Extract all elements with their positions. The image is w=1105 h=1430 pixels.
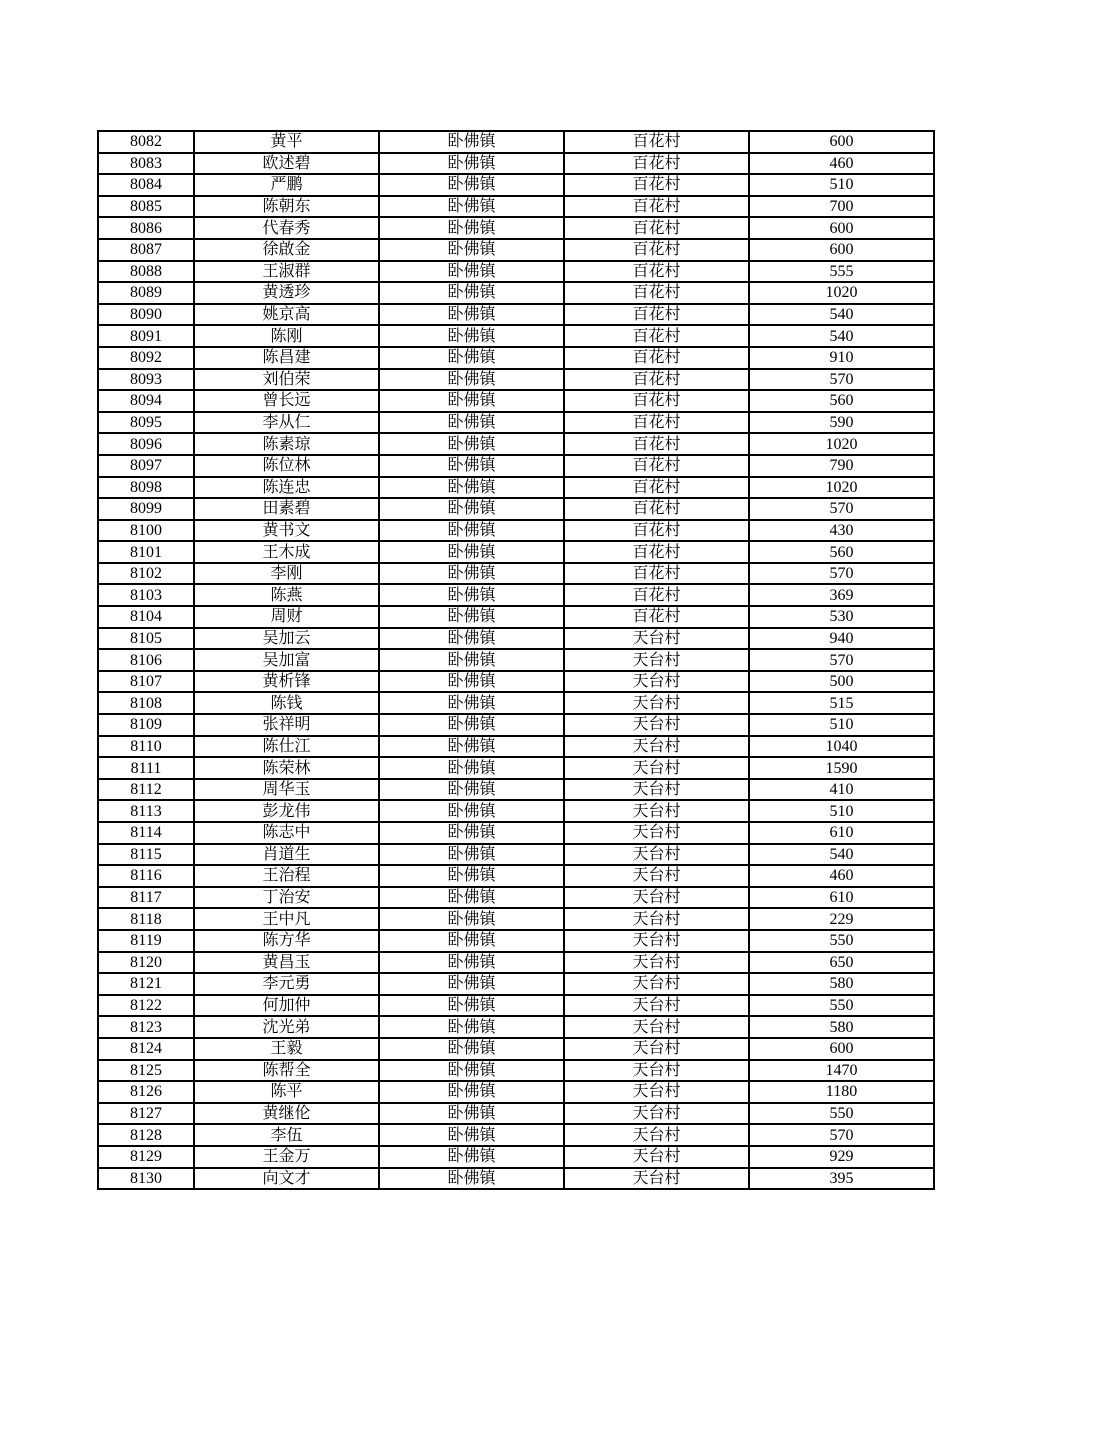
table-row — [98, 174, 934, 196]
serial-number-cell: 8083 — [98, 153, 194, 175]
table-row — [98, 995, 934, 1017]
name-cell: 黄昌玉 — [194, 952, 379, 974]
name-cell: 张祥明 — [194, 714, 379, 736]
village-cell: 天台村 — [564, 995, 749, 1017]
name-cell: 王治程 — [194, 865, 379, 887]
village-cell: 天台村 — [564, 1103, 749, 1125]
serial-number-cell: 8129 — [98, 1146, 194, 1168]
amount-cell: 560 — [749, 541, 934, 563]
town-cell: 卧佛镇 — [379, 995, 564, 1017]
amount-cell: 460 — [749, 153, 934, 175]
table-row — [98, 606, 934, 628]
name-cell: 姚京高 — [194, 304, 379, 326]
name-cell: 陈朝东 — [194, 196, 379, 218]
village-cell: 天台村 — [564, 973, 749, 995]
village-cell: 百花村 — [564, 541, 749, 563]
table-row — [98, 952, 934, 974]
serial-number-cell: 8112 — [98, 779, 194, 801]
amount-cell: 1040 — [749, 736, 934, 758]
town-cell: 卧佛镇 — [379, 498, 564, 520]
village-cell: 百花村 — [564, 261, 749, 283]
village-cell: 百花村 — [564, 304, 749, 326]
town-cell: 卧佛镇 — [379, 887, 564, 909]
name-cell: 陈志中 — [194, 822, 379, 844]
data-table — [97, 130, 935, 1190]
amount-cell: 570 — [749, 369, 934, 391]
table-row — [98, 865, 934, 887]
serial-number-cell: 8127 — [98, 1103, 194, 1125]
table-row — [98, 800, 934, 822]
name-cell: 黄透珍 — [194, 282, 379, 304]
amount-cell: 600 — [749, 1038, 934, 1060]
amount-cell: 929 — [749, 1146, 934, 1168]
amount-cell: 540 — [749, 304, 934, 326]
serial-number-cell: 8105 — [98, 628, 194, 650]
serial-number-cell: 8114 — [98, 822, 194, 844]
town-cell: 卧佛镇 — [379, 412, 564, 434]
name-cell: 王金万 — [194, 1146, 379, 1168]
village-cell: 天台村 — [564, 887, 749, 909]
table-row — [98, 779, 934, 801]
name-cell: 陈平 — [194, 1081, 379, 1103]
name-cell: 吴加富 — [194, 649, 379, 671]
table-row — [98, 844, 934, 866]
serial-number-cell: 8097 — [98, 455, 194, 477]
village-cell: 天台村 — [564, 1124, 749, 1146]
village-cell: 百花村 — [564, 584, 749, 606]
serial-number-cell: 8117 — [98, 887, 194, 909]
town-cell: 卧佛镇 — [379, 1168, 564, 1190]
table-row — [98, 239, 934, 261]
table-row — [98, 1038, 934, 1060]
name-cell: 黄析锋 — [194, 671, 379, 693]
amount-cell: 460 — [749, 865, 934, 887]
town-cell: 卧佛镇 — [379, 844, 564, 866]
village-cell: 百花村 — [564, 347, 749, 369]
amount-cell: 570 — [749, 649, 934, 671]
table-row — [98, 390, 934, 412]
amount-cell: 570 — [749, 1124, 934, 1146]
name-cell: 陈方华 — [194, 930, 379, 952]
village-cell: 百花村 — [564, 520, 749, 542]
amount-cell: 600 — [749, 217, 934, 239]
amount-cell: 540 — [749, 325, 934, 347]
village-cell: 百花村 — [564, 369, 749, 391]
village-cell: 百花村 — [564, 153, 749, 175]
village-cell: 天台村 — [564, 714, 749, 736]
village-cell: 天台村 — [564, 628, 749, 650]
town-cell: 卧佛镇 — [379, 628, 564, 650]
table-row — [98, 196, 934, 218]
village-cell: 百花村 — [564, 325, 749, 347]
amount-cell: 1020 — [749, 282, 934, 304]
name-cell: 曾长远 — [194, 390, 379, 412]
town-cell: 卧佛镇 — [379, 908, 564, 930]
serial-number-cell: 8098 — [98, 477, 194, 499]
town-cell: 卧佛镇 — [379, 433, 564, 455]
serial-number-cell: 8126 — [98, 1081, 194, 1103]
serial-number-cell: 8125 — [98, 1060, 194, 1082]
serial-number-cell: 8116 — [98, 865, 194, 887]
table-row — [98, 692, 934, 714]
village-cell: 百花村 — [564, 174, 749, 196]
name-cell: 李刚 — [194, 563, 379, 585]
serial-number-cell: 8121 — [98, 973, 194, 995]
amount-cell: 410 — [749, 779, 934, 801]
village-cell: 天台村 — [564, 1168, 749, 1190]
amount-cell: 500 — [749, 671, 934, 693]
name-cell: 欧述碧 — [194, 153, 379, 175]
village-cell: 百花村 — [564, 498, 749, 520]
town-cell: 卧佛镇 — [379, 649, 564, 671]
town-cell: 卧佛镇 — [379, 390, 564, 412]
table-row — [98, 1168, 934, 1190]
town-cell: 卧佛镇 — [379, 952, 564, 974]
table-row — [98, 433, 934, 455]
village-cell: 天台村 — [564, 779, 749, 801]
amount-cell: 940 — [749, 628, 934, 650]
serial-number-cell: 8082 — [98, 131, 194, 153]
serial-number-cell: 8123 — [98, 1016, 194, 1038]
table-row — [98, 628, 934, 650]
amount-cell: 1020 — [749, 477, 934, 499]
name-cell: 周华玉 — [194, 779, 379, 801]
town-cell: 卧佛镇 — [379, 477, 564, 499]
table-row — [98, 973, 934, 995]
amount-cell: 510 — [749, 174, 934, 196]
name-cell: 陈素琼 — [194, 433, 379, 455]
serial-number-cell: 8103 — [98, 584, 194, 606]
village-cell: 百花村 — [564, 477, 749, 499]
town-cell: 卧佛镇 — [379, 563, 564, 585]
name-cell: 黄继伦 — [194, 1103, 379, 1125]
town-cell: 卧佛镇 — [379, 865, 564, 887]
serial-number-cell: 8093 — [98, 369, 194, 391]
table-row — [98, 908, 934, 930]
table-row — [98, 930, 934, 952]
town-cell: 卧佛镇 — [379, 261, 564, 283]
town-cell: 卧佛镇 — [379, 973, 564, 995]
serial-number-cell: 8113 — [98, 800, 194, 822]
amount-cell: 580 — [749, 1016, 934, 1038]
serial-number-cell: 8092 — [98, 347, 194, 369]
amount-cell: 540 — [749, 844, 934, 866]
town-cell: 卧佛镇 — [379, 1103, 564, 1125]
village-cell: 天台村 — [564, 844, 749, 866]
town-cell: 卧佛镇 — [379, 304, 564, 326]
table-row — [98, 217, 934, 239]
table-row — [98, 455, 934, 477]
town-cell: 卧佛镇 — [379, 779, 564, 801]
town-cell: 卧佛镇 — [379, 217, 564, 239]
amount-cell: 1590 — [749, 757, 934, 779]
serial-number-cell: 8106 — [98, 649, 194, 671]
amount-cell: 395 — [749, 1168, 934, 1190]
amount-cell: 550 — [749, 1103, 934, 1125]
town-cell: 卧佛镇 — [379, 1016, 564, 1038]
amount-cell: 600 — [749, 239, 934, 261]
table-body — [98, 131, 934, 1189]
table-row — [98, 1124, 934, 1146]
town-cell: 卧佛镇 — [379, 455, 564, 477]
village-cell: 百花村 — [564, 196, 749, 218]
town-cell: 卧佛镇 — [379, 930, 564, 952]
name-cell: 沈光弟 — [194, 1016, 379, 1038]
name-cell: 吴加云 — [194, 628, 379, 650]
table-row — [98, 347, 934, 369]
name-cell: 王中凡 — [194, 908, 379, 930]
serial-number-cell: 8099 — [98, 498, 194, 520]
serial-number-cell: 8088 — [98, 261, 194, 283]
name-cell: 陈荣林 — [194, 757, 379, 779]
serial-number-cell: 8120 — [98, 952, 194, 974]
name-cell: 陈钱 — [194, 692, 379, 714]
serial-number-cell: 8107 — [98, 671, 194, 693]
town-cell: 卧佛镇 — [379, 1081, 564, 1103]
serial-number-cell: 8096 — [98, 433, 194, 455]
town-cell: 卧佛镇 — [379, 757, 564, 779]
amount-cell: 790 — [749, 455, 934, 477]
town-cell: 卧佛镇 — [379, 153, 564, 175]
village-cell: 天台村 — [564, 930, 749, 952]
serial-number-cell: 8118 — [98, 908, 194, 930]
serial-number-cell: 8086 — [98, 217, 194, 239]
amount-cell: 700 — [749, 196, 934, 218]
amount-cell: 550 — [749, 995, 934, 1017]
serial-number-cell: 8094 — [98, 390, 194, 412]
amount-cell: 530 — [749, 606, 934, 628]
amount-cell: 369 — [749, 584, 934, 606]
amount-cell: 570 — [749, 563, 934, 585]
village-cell: 百花村 — [564, 282, 749, 304]
table-row — [98, 261, 934, 283]
serial-number-cell: 8111 — [98, 757, 194, 779]
name-cell: 王木成 — [194, 541, 379, 563]
town-cell: 卧佛镇 — [379, 1146, 564, 1168]
name-cell: 王淑群 — [194, 261, 379, 283]
serial-number-cell: 8122 — [98, 995, 194, 1017]
serial-number-cell: 8108 — [98, 692, 194, 714]
village-cell: 天台村 — [564, 692, 749, 714]
amount-cell: 515 — [749, 692, 934, 714]
serial-number-cell: 8095 — [98, 412, 194, 434]
village-cell: 百花村 — [564, 563, 749, 585]
town-cell: 卧佛镇 — [379, 239, 564, 261]
table-row — [98, 520, 934, 542]
name-cell: 李从仁 — [194, 412, 379, 434]
serial-number-cell: 8089 — [98, 282, 194, 304]
amount-cell: 570 — [749, 498, 934, 520]
serial-number-cell: 8130 — [98, 1168, 194, 1190]
village-cell: 天台村 — [564, 1060, 749, 1082]
town-cell: 卧佛镇 — [379, 671, 564, 693]
name-cell: 丁治安 — [194, 887, 379, 909]
amount-cell: 610 — [749, 822, 934, 844]
village-cell: 百花村 — [564, 390, 749, 412]
table-row — [98, 563, 934, 585]
table-row — [98, 757, 934, 779]
town-cell: 卧佛镇 — [379, 1060, 564, 1082]
amount-cell: 910 — [749, 347, 934, 369]
serial-number-cell: 8115 — [98, 844, 194, 866]
table-row — [98, 131, 934, 153]
serial-number-cell: 8091 — [98, 325, 194, 347]
amount-cell: 590 — [749, 412, 934, 434]
village-cell: 百花村 — [564, 239, 749, 261]
table-row — [98, 282, 934, 304]
amount-cell: 1180 — [749, 1081, 934, 1103]
village-cell: 天台村 — [564, 800, 749, 822]
town-cell: 卧佛镇 — [379, 369, 564, 391]
table-row — [98, 498, 934, 520]
name-cell: 陈刚 — [194, 325, 379, 347]
table-row — [98, 1146, 934, 1168]
serial-number-cell: 8102 — [98, 563, 194, 585]
village-cell: 天台村 — [564, 649, 749, 671]
name-cell: 向文才 — [194, 1168, 379, 1190]
name-cell: 陈位林 — [194, 455, 379, 477]
name-cell: 黄平 — [194, 131, 379, 153]
village-cell: 天台村 — [564, 1016, 749, 1038]
table-row — [98, 304, 934, 326]
amount-cell: 560 — [749, 390, 934, 412]
town-cell: 卧佛镇 — [379, 692, 564, 714]
town-cell: 卧佛镇 — [379, 325, 564, 347]
amount-cell: 600 — [749, 131, 934, 153]
town-cell: 卧佛镇 — [379, 584, 564, 606]
serial-number-cell: 8109 — [98, 714, 194, 736]
amount-cell: 229 — [749, 908, 934, 930]
table-row — [98, 1060, 934, 1082]
table-row — [98, 822, 934, 844]
table-row — [98, 325, 934, 347]
name-cell: 陈昌建 — [194, 347, 379, 369]
amount-cell: 430 — [749, 520, 934, 542]
town-cell: 卧佛镇 — [379, 1124, 564, 1146]
village-cell: 天台村 — [564, 1038, 749, 1060]
name-cell: 刘伯荣 — [194, 369, 379, 391]
town-cell: 卧佛镇 — [379, 541, 564, 563]
table-row — [98, 649, 934, 671]
amount-cell: 1020 — [749, 433, 934, 455]
amount-cell: 550 — [749, 930, 934, 952]
table-row — [98, 541, 934, 563]
village-cell: 百花村 — [564, 455, 749, 477]
town-cell: 卧佛镇 — [379, 282, 564, 304]
name-cell: 陈仕江 — [194, 736, 379, 758]
name-cell: 王毅 — [194, 1038, 379, 1060]
town-cell: 卧佛镇 — [379, 196, 564, 218]
town-cell: 卧佛镇 — [379, 800, 564, 822]
table-row — [98, 1016, 934, 1038]
table-row — [98, 714, 934, 736]
name-cell: 李伍 — [194, 1124, 379, 1146]
town-cell: 卧佛镇 — [379, 131, 564, 153]
name-cell: 陈连忠 — [194, 477, 379, 499]
name-cell: 肖道生 — [194, 844, 379, 866]
name-cell: 田素碧 — [194, 498, 379, 520]
village-cell: 天台村 — [564, 736, 749, 758]
serial-number-cell: 8100 — [98, 520, 194, 542]
village-cell: 天台村 — [564, 908, 749, 930]
table-row — [98, 153, 934, 175]
village-cell: 百花村 — [564, 433, 749, 455]
town-cell: 卧佛镇 — [379, 714, 564, 736]
village-cell: 百花村 — [564, 217, 749, 239]
name-cell: 陈燕 — [194, 584, 379, 606]
town-cell: 卧佛镇 — [379, 822, 564, 844]
name-cell: 何加仲 — [194, 995, 379, 1017]
serial-number-cell: 8090 — [98, 304, 194, 326]
table-row — [98, 671, 934, 693]
table-row — [98, 1081, 934, 1103]
village-cell: 百花村 — [564, 412, 749, 434]
town-cell: 卧佛镇 — [379, 606, 564, 628]
amount-cell: 555 — [749, 261, 934, 283]
village-cell: 天台村 — [564, 822, 749, 844]
table-row — [98, 584, 934, 606]
name-cell: 严鹏 — [194, 174, 379, 196]
amount-cell: 650 — [749, 952, 934, 974]
table-row — [98, 477, 934, 499]
amount-cell: 1470 — [749, 1060, 934, 1082]
name-cell: 陈帮全 — [194, 1060, 379, 1082]
town-cell: 卧佛镇 — [379, 347, 564, 369]
serial-number-cell: 8119 — [98, 930, 194, 952]
town-cell: 卧佛镇 — [379, 174, 564, 196]
village-cell: 天台村 — [564, 1081, 749, 1103]
table-row — [98, 736, 934, 758]
amount-cell: 510 — [749, 714, 934, 736]
village-cell: 百花村 — [564, 606, 749, 628]
serial-number-cell: 8085 — [98, 196, 194, 218]
name-cell: 彭龙伟 — [194, 800, 379, 822]
table-row — [98, 369, 934, 391]
town-cell: 卧佛镇 — [379, 1038, 564, 1060]
name-cell: 周财 — [194, 606, 379, 628]
amount-cell: 610 — [749, 887, 934, 909]
serial-number-cell: 8124 — [98, 1038, 194, 1060]
name-cell: 徐啟金 — [194, 239, 379, 261]
name-cell: 黄书文 — [194, 520, 379, 542]
serial-number-cell: 8128 — [98, 1124, 194, 1146]
table-row — [98, 412, 934, 434]
name-cell: 代春秀 — [194, 217, 379, 239]
village-cell: 天台村 — [564, 952, 749, 974]
village-cell: 百花村 — [564, 131, 749, 153]
village-cell: 天台村 — [564, 865, 749, 887]
table-row — [98, 887, 934, 909]
serial-number-cell: 8087 — [98, 239, 194, 261]
serial-number-cell: 8104 — [98, 606, 194, 628]
name-cell: 李元勇 — [194, 973, 379, 995]
serial-number-cell: 8101 — [98, 541, 194, 563]
amount-cell: 580 — [749, 973, 934, 995]
town-cell: 卧佛镇 — [379, 736, 564, 758]
town-cell: 卧佛镇 — [379, 520, 564, 542]
serial-number-cell: 8110 — [98, 736, 194, 758]
village-cell: 天台村 — [564, 1146, 749, 1168]
table-row — [98, 1103, 934, 1125]
village-cell: 天台村 — [564, 757, 749, 779]
village-cell: 天台村 — [564, 671, 749, 693]
amount-cell: 510 — [749, 800, 934, 822]
serial-number-cell: 8084 — [98, 174, 194, 196]
